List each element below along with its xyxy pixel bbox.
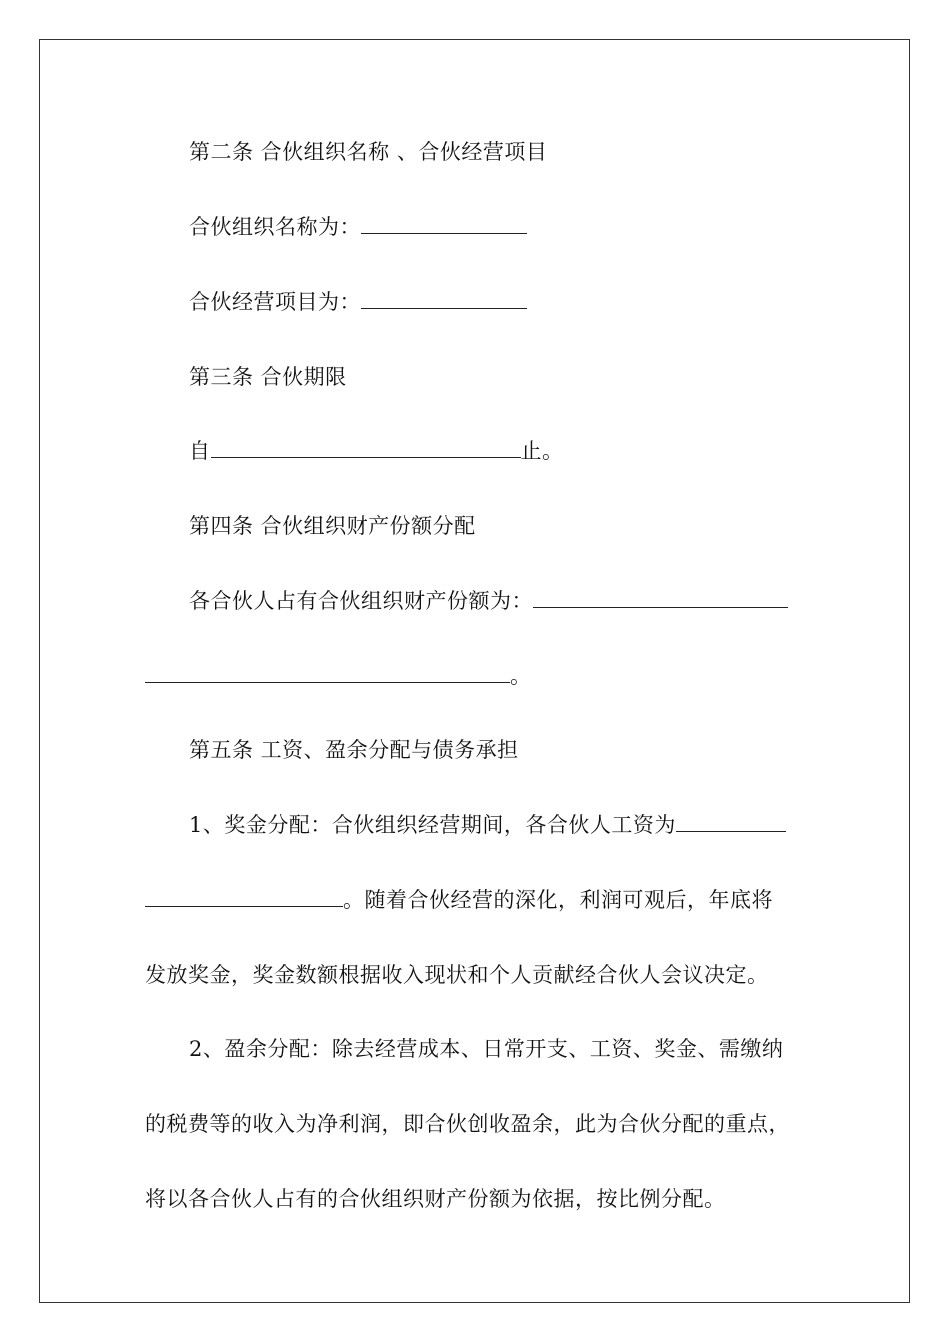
- term-prefix: 自: [189, 439, 211, 463]
- bonus-line-3: 发放奖金，奖金数额根据收入现状和个人贡献经合伙人会议决定。: [145, 963, 769, 987]
- project-label: 合伙经营项目为：: [189, 290, 361, 314]
- org-name-label: 合伙组织名称为：: [189, 215, 361, 239]
- surplus-line-3: 将以各合伙人占有的合伙组织财产份额为依据，按比例分配。: [145, 1187, 726, 1211]
- article-3-heading: 第三条 合伙期限: [189, 365, 347, 389]
- bonus-text-1: 1、奖金分配：合伙组织经营期间，各合伙人工资为: [189, 813, 676, 837]
- share-end: 。: [510, 664, 532, 688]
- share-continuation: [145, 662, 532, 690]
- share-line: [189, 587, 788, 615]
- share-blank-1: [533, 587, 788, 608]
- article-2-heading: 第二条 合伙组织名称 、合伙经营项目: [189, 140, 548, 164]
- project-blank: [361, 288, 527, 309]
- share-label: 各合伙人占有合伙组织财产份额为：: [189, 589, 533, 613]
- project-line: [189, 288, 527, 316]
- article-4-heading: 第四条 合伙组织财产份额分配: [189, 514, 476, 538]
- bonus-text-2: 。随着合伙经营的深化，利润可观后，年底将: [343, 888, 773, 912]
- org-name-blank: [361, 213, 527, 234]
- surplus-line-1: 2、盈余分配：除去经营成本、日常开支、工资、奖金、需缴纳: [189, 1037, 784, 1061]
- term-suffix: 止。: [520, 439, 564, 463]
- bonus-line-1: [189, 811, 786, 839]
- wage-blank-1: [676, 811, 786, 832]
- share-blank-2: [145, 662, 510, 683]
- surplus-line-2: 的税费等的收入为净利润，即合伙创收盈余，此为合伙分配的重点，: [145, 1112, 790, 1136]
- article-5-heading: 第五条 工资、盈余分配与债务承担: [189, 738, 519, 762]
- wage-blank-2: [145, 886, 343, 907]
- term-blank: [211, 437, 521, 458]
- bonus-line-2: [145, 886, 773, 914]
- org-name-line: [189, 213, 527, 241]
- term-line: [189, 437, 564, 465]
